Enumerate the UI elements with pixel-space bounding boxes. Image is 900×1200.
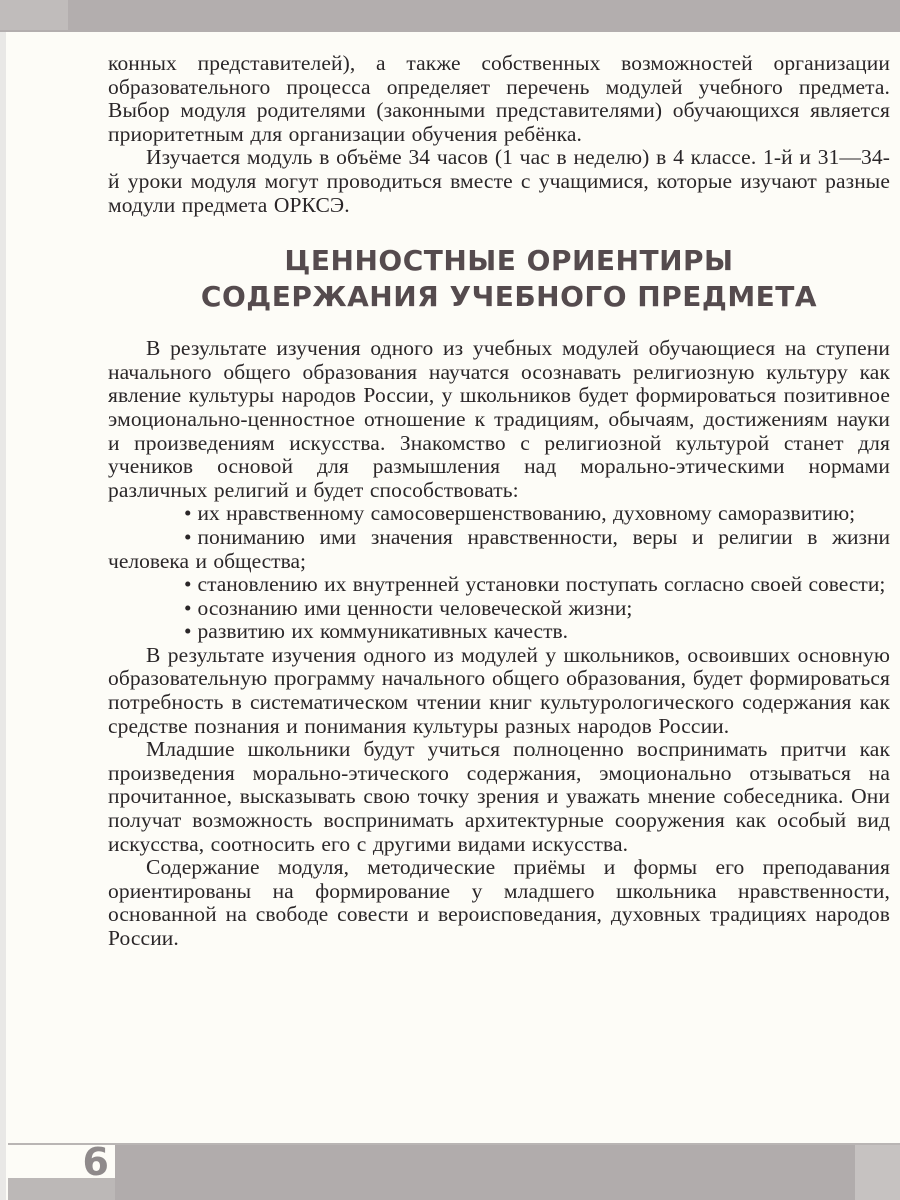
header-band bbox=[0, 0, 900, 32]
footer-band-right bbox=[855, 1145, 900, 1200]
bullet-text: их нравственному самосовершенствованию, духовному саморазвитию; bbox=[197, 501, 856, 526]
bullet-item bbox=[108, 597, 890, 621]
bullet-text: становлению их внутренней установки поступать согласно своей совести; bbox=[197, 572, 886, 597]
bullet-item bbox=[108, 502, 890, 526]
bullet-item bbox=[108, 620, 890, 644]
bullet-item bbox=[108, 526, 890, 573]
intro-paragraph-continued: конных представителей), а также собственных возможностей организации образовательного процесса определяет перечень модулей учебного предмета. Выбор модуля родителями (законными представителями) обучающихся является приоритетным для организации обучения ребёнка. bbox=[108, 51, 890, 146]
intro-paragraph-hours: Изучается модуль в объёме 34 часов (1 час в неделю) в 4 классе. 1-й и 31—34-й уроки модуля могут проводиться вместе с учащимися, которые изучают разные модули предмета ОРКСЭ. bbox=[108, 145, 890, 217]
section-paragraph-methods: Содержание модуля, методические приёмы и формы его преподавания ориентированы на формирование у младшего школьника нравственности, основанной на свободе совести и вероисповедания, духовных традициях народов России. bbox=[108, 855, 890, 950]
page-left-edge bbox=[0, 0, 6, 1200]
section-paragraph-reading: В результате изучения одного из модулей у школьников, освоивших основную образовательную программу начального общего образования, будет формироваться потребность в систематическом чтении книг культурологического содержания как средстве познания и понимания культуры разных народов России. bbox=[108, 642, 890, 738]
section-heading-line-2: СОДЕРЖАНИЯ УЧЕБНОГО ПРЕДМЕТА bbox=[200, 280, 818, 314]
bullet-text: развитию их коммуникативных качеств. bbox=[197, 619, 569, 644]
bullet-icon: • bbox=[184, 501, 192, 526]
section-heading bbox=[108, 243, 890, 315]
page-content bbox=[108, 52, 890, 951]
header-band-left-block bbox=[0, 0, 68, 30]
footer-band bbox=[115, 1145, 855, 1200]
bullet-icon: • bbox=[184, 619, 192, 644]
page-number-box bbox=[8, 1140, 115, 1184]
page-number: 6 bbox=[82, 1140, 109, 1184]
bullet-icon: • bbox=[184, 524, 192, 549]
bullet-text: пониманию ими значения нравственности, веры и религии в жизни человека и общества; bbox=[108, 524, 890, 573]
bullet-text: осознанию ими ценности человеческой жизни; bbox=[197, 595, 633, 620]
values-bullet-list bbox=[108, 502, 890, 644]
bullet-icon: • bbox=[184, 572, 192, 597]
section-lead-paragraph: В результате изучения одного из учебных модулей обучающиеся на ступени начального общего образования научатся осознавать религиозную культуру как явление культуры народов России, у школьников будет формироваться позитивное эмоционально-ценностное отношение к традициям, обычаям, достижениям науки и произведениям искусства. Знакомство с религиозной культурой станет для учеников основой для размышления над морально-этическими нормами различных религий и будет способствовать: bbox=[108, 336, 890, 502]
section-heading-line-1: ЦЕННОСТНЫЕ ОРИЕНТИРЫ bbox=[284, 244, 734, 278]
section-paragraph-parables: Младшие школьники будут учиться полноценно воспринимать притчи как произведения морально-этического содержания, эмоционально отзываться на прочитанное, высказывать свою точку зрения и уважать мнение собеседника. Они получат возможность воспринимать архитектурные сооружения как особый вид искусства, соотносить его с другими видами искусства. bbox=[108, 737, 890, 856]
bullet-item bbox=[108, 573, 890, 597]
bullet-icon: • bbox=[184, 595, 192, 620]
